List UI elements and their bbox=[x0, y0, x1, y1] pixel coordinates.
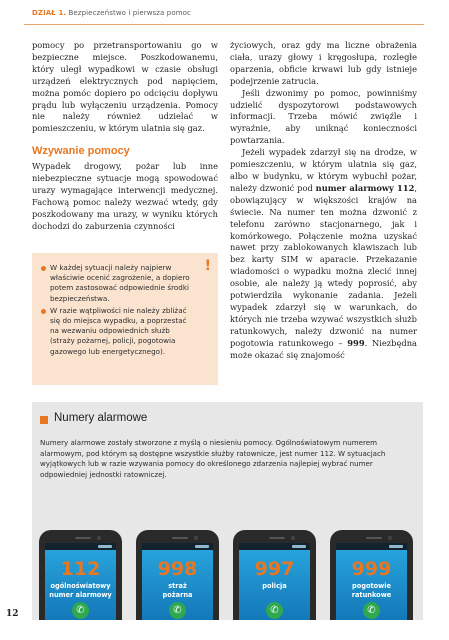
status-bar bbox=[142, 543, 213, 550]
emergency-number: 998 bbox=[157, 558, 198, 580]
paragraph-text: Jeżeli wypadek zdarzył się na drodze, w pomieszczeniu, w którym ulatnia się gaz, albo w budynku, w którym wybuchł pożar, należy dzwonić pod bbox=[230, 147, 417, 193]
label-line: pożarna bbox=[162, 590, 193, 599]
camera-icon bbox=[194, 536, 198, 540]
section-title: Wzywanie pomocy bbox=[32, 145, 130, 158]
warning-item: W razie wątpliwości nie należy zbliżać się do miejsca wypadku, a poprzestać na wezwaniu odpowiednich służb (straży pożarnej, policji, pogotowia gazowego lub energetycznego). bbox=[41, 306, 196, 357]
camera-icon bbox=[291, 536, 295, 540]
emergency-label bbox=[336, 582, 407, 599]
phone-illustration bbox=[330, 530, 413, 620]
label-line: pogotowie bbox=[351, 582, 391, 590]
emphasis-112: numer alarmowy 112 bbox=[315, 182, 415, 193]
right-paragraph-2: Jeśli dzwonimy po pomoc, powinniśmy udzielić dyspozytorowi podstawowych informacji. Trzeba mówić zwięźle i wyraźnie, aby uniknąć konieczności powtarzania. bbox=[230, 87, 417, 146]
left-paragraph-2: Wypadek drogowy, pożar lub inne niebezpieczne sytuacje mogą spowodować urazy wymagające interwencji medycznej. Fachową pomoc należy wezwać wtedy, gdy poszkodowany ma urazy, w wyniku których dochodzi do zaburzenia czynności bbox=[32, 161, 218, 231]
alarm-numbers-panel bbox=[32, 402, 423, 620]
phone-screen bbox=[45, 543, 116, 620]
warning-note-box bbox=[32, 253, 218, 385]
emergency-label bbox=[45, 582, 116, 599]
warning-list bbox=[32, 253, 218, 357]
phone-call-icon: ✆ bbox=[169, 602, 186, 619]
label-line: straż bbox=[168, 582, 187, 590]
running-head bbox=[32, 9, 191, 17]
phone-illustration bbox=[233, 530, 316, 620]
emergency-label bbox=[239, 582, 310, 591]
status-bar bbox=[45, 543, 116, 550]
speaker-icon bbox=[366, 537, 382, 539]
chapter-title: Bezpieczeństwo i pierwsza pomoc bbox=[68, 9, 191, 17]
phone-call-icon: ✆ bbox=[363, 602, 380, 619]
speaker-icon bbox=[269, 537, 285, 539]
phone-call-icon: ✆ bbox=[266, 602, 283, 619]
status-bar bbox=[336, 543, 407, 550]
page-header bbox=[0, 0, 449, 27]
phone-screen bbox=[142, 543, 213, 620]
right-column bbox=[230, 40, 417, 361]
label-line: ogólnoświatowy bbox=[50, 582, 111, 590]
paragraph-text: . Niezbędna może okazać się znajomość bbox=[230, 337, 417, 360]
phone-screen bbox=[336, 543, 407, 620]
label-line: numer alarmowy bbox=[49, 590, 112, 599]
heading-square-icon bbox=[40, 416, 48, 424]
phone-illustration bbox=[136, 530, 219, 620]
phone-illustration bbox=[39, 530, 122, 620]
phone-call-icon: ✆ bbox=[72, 602, 89, 619]
header-divider bbox=[24, 24, 424, 25]
camera-icon bbox=[97, 536, 101, 540]
emergency-number: 112 bbox=[60, 558, 101, 580]
left-paragraph-1: pomocy po przetransportowaniu go w bezpieczne miejsce. Poszkodowanemu, który uległ wypadkowi w czasie obsługi urządzeń elektrycznych pod napięciem, można pomóc dopiero po odcięciu dopływu prądu lub wyłączeniu urządzenia. Pomocy nie należy również udzielać w pomieszczeniu, w którym ulatnia się gaz. bbox=[32, 40, 218, 134]
panel-title: Numery alarmowe bbox=[54, 412, 148, 424]
phone-screen bbox=[239, 543, 310, 620]
camera-icon bbox=[388, 536, 392, 540]
status-bar bbox=[239, 543, 310, 550]
left-column bbox=[32, 40, 218, 233]
label-line: ratunkowe bbox=[351, 590, 392, 599]
paragraph-text: , obowiązujący w większości krajów na świecie. Na numer ten można dzwonić z telefonu zarówno stacjonarnego, jak i komórkowego. Połączenie można uzyskać nawet przy zablokowanych klawiszach lub bez karty SIM w aparacie. Przekazanie wiadomości o wypadku można zlecić innej osobie, ale należy ją wtedy poprosić, aby potwierdziła wykonanie zadania. Jeżeli wypadek zdarzył się w warunkach, do których nie trzeba wzywać wszystkich służb ratunkowych, należy dzwonić na numer pogotowia ratunkowego – bbox=[230, 182, 417, 348]
speaker-icon bbox=[172, 537, 188, 539]
emergency-number: 999 bbox=[351, 558, 392, 580]
right-paragraph-3 bbox=[230, 147, 417, 361]
warning-item: W każdej sytuacji należy najpierw właściwie ocenić zagrożenie, a dopiero potem zastosować odpowiednie środki bezpieczeństwa. bbox=[41, 263, 196, 304]
emergency-label bbox=[142, 582, 213, 599]
panel-text: Numery alarmowe zostały stworzone z myślą o niesieniu pomocy. Ogólnoświatowym numerem alarmowym, pod którym są dostępne wszystkie służby ratownicze, jest numer 112. W sytuacjach wyjątkowych lub w razie wzywania pomocy do określonego zdarzenia najlepiej wybrać numer odpowiedniej jednostki ratowniczej. bbox=[40, 438, 386, 479]
chapter-label: DZIAŁ 1. bbox=[32, 9, 67, 17]
label-line: policja bbox=[262, 582, 287, 590]
speaker-icon bbox=[75, 537, 91, 539]
emphasis-999: 999 bbox=[347, 337, 365, 348]
page-number: 12 bbox=[6, 609, 19, 619]
right-paragraph-1: życiowych, oraz gdy ma liczne obrażenia ciała, urazy głowy i kręgosłupa, rozległe oparzenia, obficie krwawi lub gdy istnieje podejrzenie zatrucia. bbox=[230, 40, 417, 86]
emergency-number: 997 bbox=[254, 558, 295, 580]
exclamation-icon: ! bbox=[204, 258, 211, 274]
